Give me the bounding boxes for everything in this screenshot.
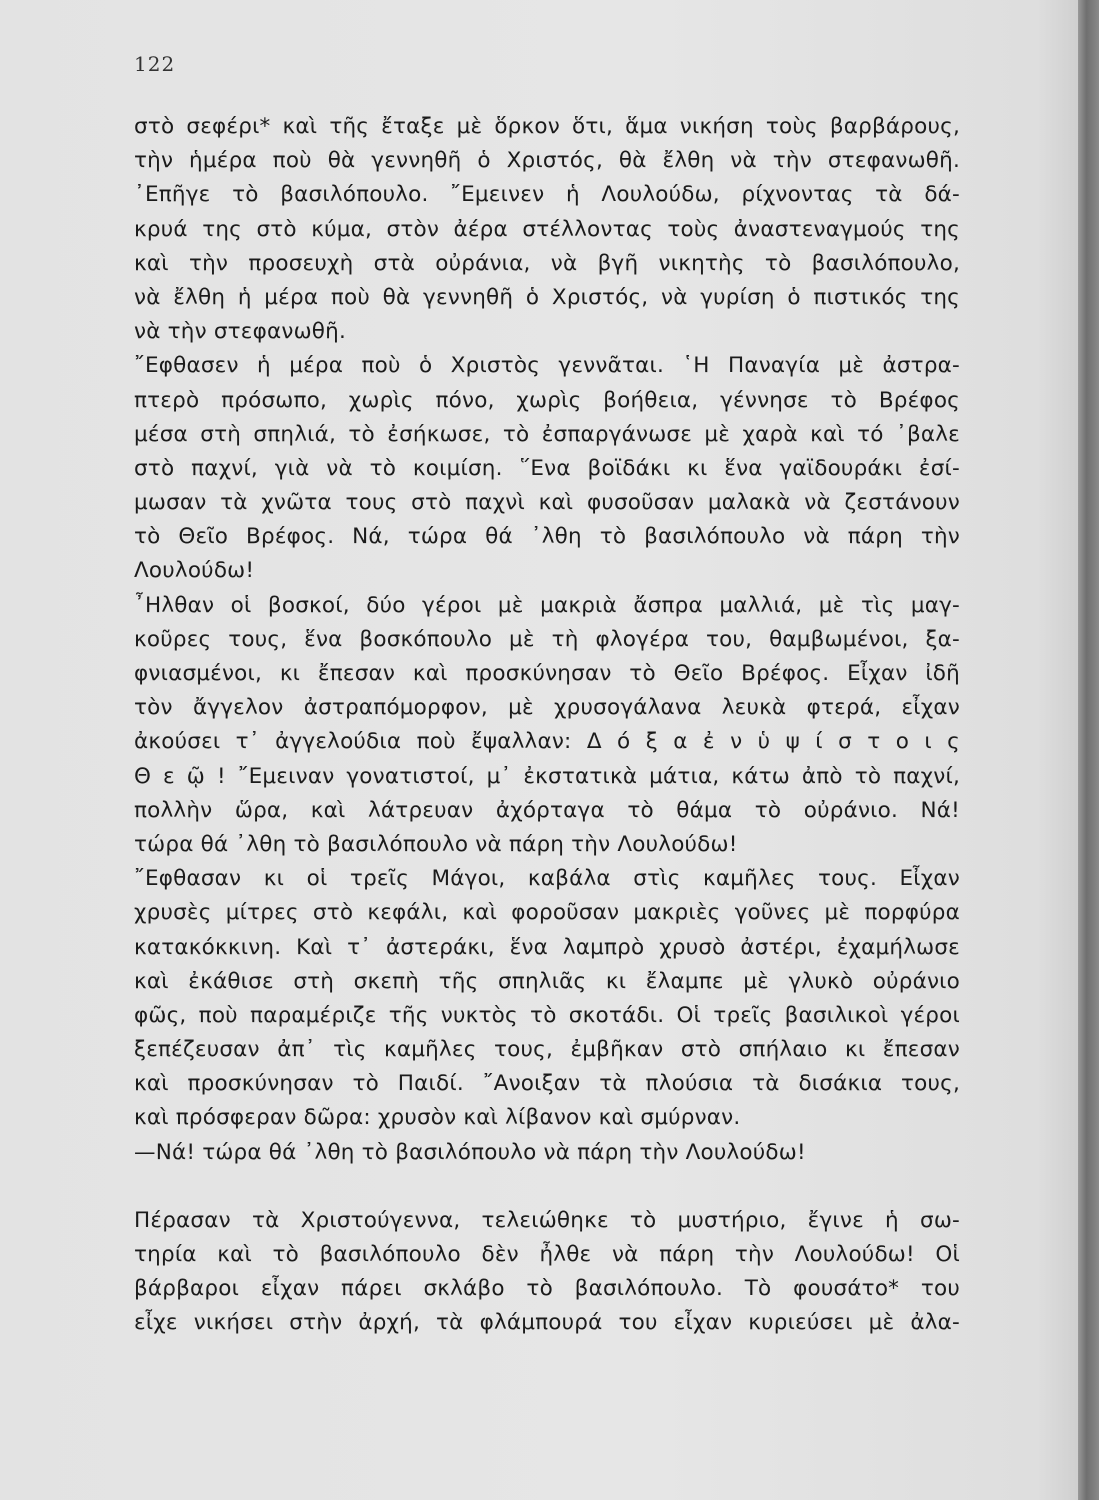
- text-line: καὶ τὴν προσευχὴ στὰ οὐράνια, νὰ βγῆ νικητὴς τὸ βασιλόπουλο,: [134, 250, 960, 276]
- text-line: χρυσὲς μίτρες στὸ κεφάλι, καὶ φοροῦσαν μακριὲς γοῦνες μὲ πορφύρα: [134, 900, 960, 926]
- text-line: μέσα στὴ σπηλιά, τὸ ἐσήκωσε, τὸ ἐσπαργάνωσε μὲ χαρὰ καὶ τό ᾽βαλε: [134, 421, 960, 447]
- text-line: κοῦρες τους, ἕνα βοσκόπουλο μὲ τὴ φλογέρα του, θαμβωμένοι, ξα-: [134, 626, 960, 652]
- text-line: πολλὴν ὥρα, καὶ λάτρευαν ἀχόρταγα τὸ θάμα τὸ οὐράνιο. Νά!: [134, 797, 960, 823]
- text-line: καὶ προσκύνησαν τὸ Παιδί. ῎Ανοιξαν τὰ πλούσια τὰ δισάκια τους,: [134, 1071, 960, 1097]
- book-spine: [1078, 0, 1099, 1500]
- text-line: στὸ παχνί, γιὰ νὰ τὸ κοιμίση. ῞Ενα βοϊδάκι κι ἕνα γαϊδουράκι ἐσί-: [134, 455, 960, 481]
- text-line: βάρβαροι εἶχαν πάρει σκλάβο τὸ βασιλόπουλο. Τὸ φουσάτο* του: [134, 1276, 960, 1302]
- page-number: 122: [134, 52, 176, 76]
- text-line: τώρα θά ᾽λθη τὸ βασιλόπουλο νὰ πάρη τὴν Λουλούδω!: [134, 831, 738, 857]
- text-line: καὶ ἐκάθισε στὴ σκεπὴ τῆς σπηλιᾶς κι ἔλαμπε μὲ γλυκὸ οὐράνιο: [134, 968, 960, 994]
- text-line: ᾽Επῆγε τὸ βασιλόπουλο. ῎Εμεινεν ἡ Λουλούδω, ρίχνοντας τὰ δά-: [134, 182, 960, 208]
- text-line: ῎Εφθασεν ἡ μέρα ποὺ ὁ Χριστὸς γεννᾶται. ῾Η Παναγία μὲ ἀστρα-: [134, 353, 960, 379]
- text-line: νὰ τὴν στεφανωθῆ.: [134, 319, 347, 345]
- text-line: τὸ Θεῖο Βρέφος. Νά, τώρα θά ᾽λθη τὸ βασιλόπουλο νὰ πάρη τὴν: [134, 524, 960, 550]
- text-line: καὶ πρόσφεραν δῶρα: χρυσὸν καὶ λίβανον καὶ σμύρναν.: [134, 1105, 741, 1131]
- text-line: τὸν ἄγγελον ἀστραπόμορφον, μὲ χρυσογάλανα λευκὰ φτερά, εἶχαν: [134, 695, 960, 721]
- text-line: Λουλούδω!: [134, 558, 255, 584]
- text-line: ῏Ηλθαν οἱ βοσκοί, δύο γέροι μὲ μακριὰ ἄσπρα μαλλιά, μὲ τὶς μαγ-: [134, 592, 960, 618]
- text-line: νὰ ἔλθη ἡ μέρα ποὺ θὰ γεννηθῆ ὁ Χριστός, νὰ γυρίση ὁ πιστικός της: [134, 284, 960, 310]
- text-line: στὸ σεφέρι* καὶ τῆς ἔταξε μὲ ὅρκον ὅτι, ἅμα νικήση τοὺς βαρβάρους,: [134, 114, 960, 139]
- text-line: φῶς, ποὺ παραμέριζε τῆς νυκτὸς τὸ σκοτάδι. Οἱ τρεῖς βασιλικοὶ γέροι: [134, 1002, 960, 1028]
- text-line: φνιασμένοι, κι ἔπεσαν καὶ προσκύνησαν τὸ Θεῖο Βρέφος. Εἶχαν ἰδῆ: [134, 661, 960, 686]
- text-line: πτερὸ πρόσωπο, χωρὶς πόνο, χωρὶς βοήθεια, γέννησε τὸ Βρέφος: [134, 387, 960, 413]
- text-line: τὴν ἡμέρα ποὺ θὰ γεννηθῆ ὁ Χριστός, θὰ ἔλθη νὰ τὴν στεφανωθῆ.: [134, 148, 960, 174]
- text-line: μωσαν τὰ χνῶτα τους στὸ παχνὶ καὶ φυσοῦσαν μαλακὰ νὰ ζεστάνουν: [134, 490, 960, 516]
- text-line: ξεπέζευσαν ἀπ᾽ τὶς καμῆλες τους, ἐμβῆκαν στὸ σπήλαιο κι ἔπεσαν: [134, 1037, 960, 1063]
- text-line: εἶχε νικήσει στὴν ἀρχή, τὰ φλάμπουρά του εἶχαν κυριεύσει μὲ ἀλα-: [134, 1310, 960, 1336]
- text-line: ῎Εφθασαν κι οἱ τρεῖς Μάγοι, καβάλα στὶς καμῆλες τους. Εἶχαν: [134, 866, 960, 892]
- section-gap: [134, 1170, 960, 1204]
- text-line: Θ ε ῷ ! ῎Εμειναν γονατιστοί, μ᾽ ἐκστατικὰ μάτια, κάτω ἀπὸ τὸ παχνί,: [134, 763, 960, 789]
- text-body: [134, 110, 960, 1341]
- text-line: τηρία καὶ τὸ βασιλόπουλο δὲν ἦλθε νὰ πάρη τὴν Λουλούδω! Οἱ: [134, 1242, 960, 1267]
- text-line: —Νά! τώρα θά ᾽λθη τὸ βασιλόπουλο νὰ πάρη τὴν Λουλούδω!: [134, 1139, 806, 1165]
- text-line: ἀκούσει τ᾽ ἀγγελούδια ποὺ ἔψαλλαν: Δ ό ξ α ἐ ν ὑ ψ ί σ τ ο ι ς: [134, 729, 960, 755]
- text-line: κρυά της στὸ κύμα, στὸν ἀέρα στέλλοντας τοὺς ἀναστεναγμούς της: [134, 216, 960, 242]
- text-line: κατακόκκινη. Καὶ τ᾽ ἀστεράκι, ἕνα λαμπρὸ χρυσὸ ἀστέρι, ἐχαμήλωσε: [134, 934, 960, 960]
- text-line: Πέρασαν τὰ Χριστούγεννα, τελειώθηκε τὸ μυστήριο, ἔγινε ἡ σω-: [134, 1207, 960, 1233]
